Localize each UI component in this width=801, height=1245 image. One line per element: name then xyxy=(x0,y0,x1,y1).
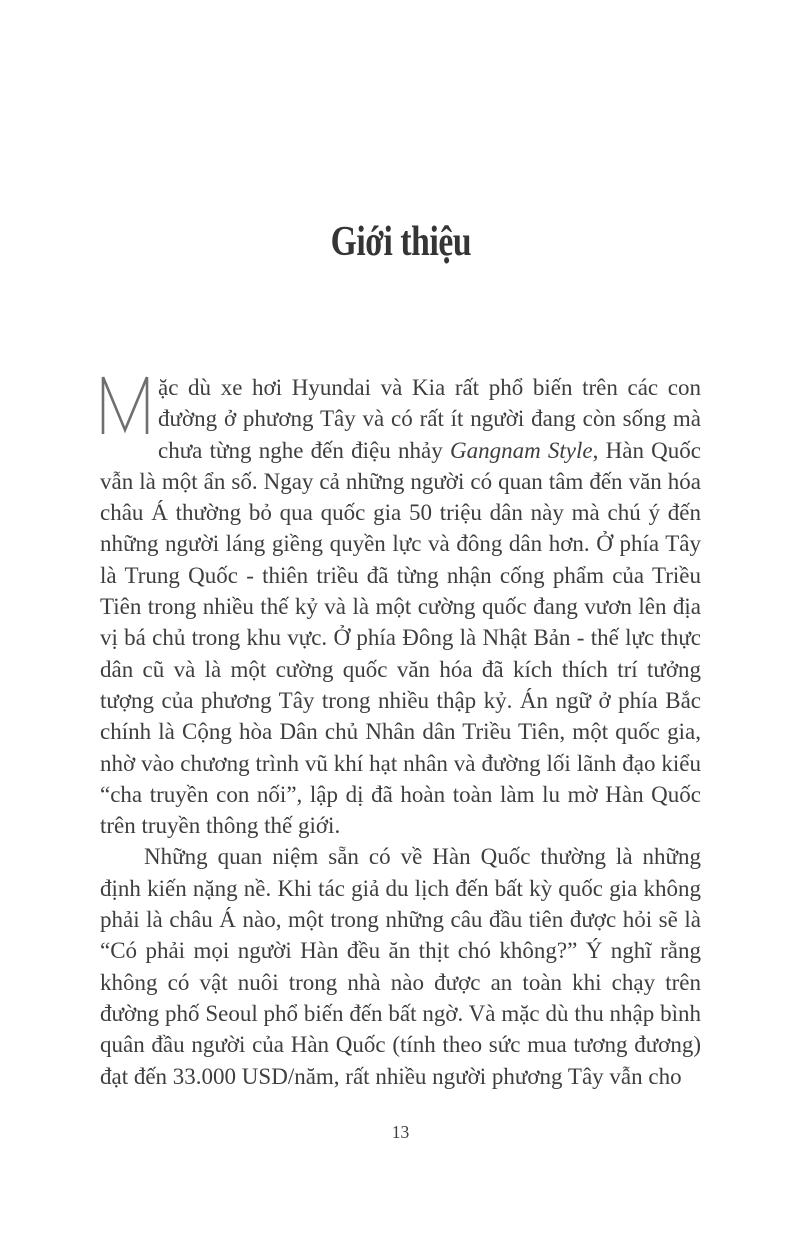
paragraph-1-text-end: , Hàn Quốc vẫn là một ẩn số. Ngay cả những người có quan tâm đến văn hóa châu Á thường bỏ qua quốc gia 50 triệu dân này mà chú ý đến những người láng giềng quyền lực và đông dân hơn. Ở phía Tây là Trung Quốc - thiên triều đã từng nhận cống phẩm của Triều Tiên trong nhiều thế kỷ và là một cường quốc đang vươn lên địa vị bá chủ trong khu vực. Ở phía Đông là Nhật Bản - thế lực thực dân cũ và là một cường quốc văn hóa đã kích thích trí tưởng tượng của phương Tây trong nhiều thập kỷ. Án ngữ ở phía Bắc chính là Cộng hòa Dân chủ Nhân dân Triều Tiên, một quốc gia, nhờ vào chương trình vũ khí hạt nhân và đường lối lãnh đạo kiểu “cha truyền con nối”, lập dị đã hoàn toàn làm lu mờ Hàn Quốc trên truyền thông thế giới. xyxy=(100,437,702,839)
chapter-title xyxy=(0,218,801,266)
dropcap-m-glyph xyxy=(100,376,150,435)
italic-gangnam-style: Gangnam Style xyxy=(449,437,593,463)
paragraph-1 xyxy=(100,372,701,841)
chapter-title-text: Giới thiệu xyxy=(330,219,471,265)
dropcap-letter-text xyxy=(100,435,101,436)
body-text xyxy=(100,372,701,1092)
paragraph-2: Những quan niệm sẵn có về Hàn Quốc thường là những định kiến nặng nề. Khi tác giả du lịch đến bất kỳ quốc gia không phải là châu Á nào, một trong những câu đầu tiên được hỏi sẽ là “Có phải mọi người Hàn đều ăn thịt chó không?” Ý nghĩ rằng không có vật nuôi trong nhà nào được an toàn khi chạy trên đường phố Seoul phổ biến đến bất ngờ. Và mặc dù thu nhập bình quân đầu người của Hàn Quốc (tính theo sức mua tương đương) đạt đến 33.000 USD/năm, rất nhiều người phương Tây vẫn cho xyxy=(100,844,701,1089)
page-number: 13 xyxy=(391,1122,410,1142)
dropcap-letter-m xyxy=(100,376,150,435)
paragraph-1-text-start: ặc dù xe hơi Hyundai và Kia rất phổ biến trên các con đường ở phương Tây và có rất ít người đang còn sống mà chưa từng nghe đến điệu nhảy xyxy=(158,375,701,463)
